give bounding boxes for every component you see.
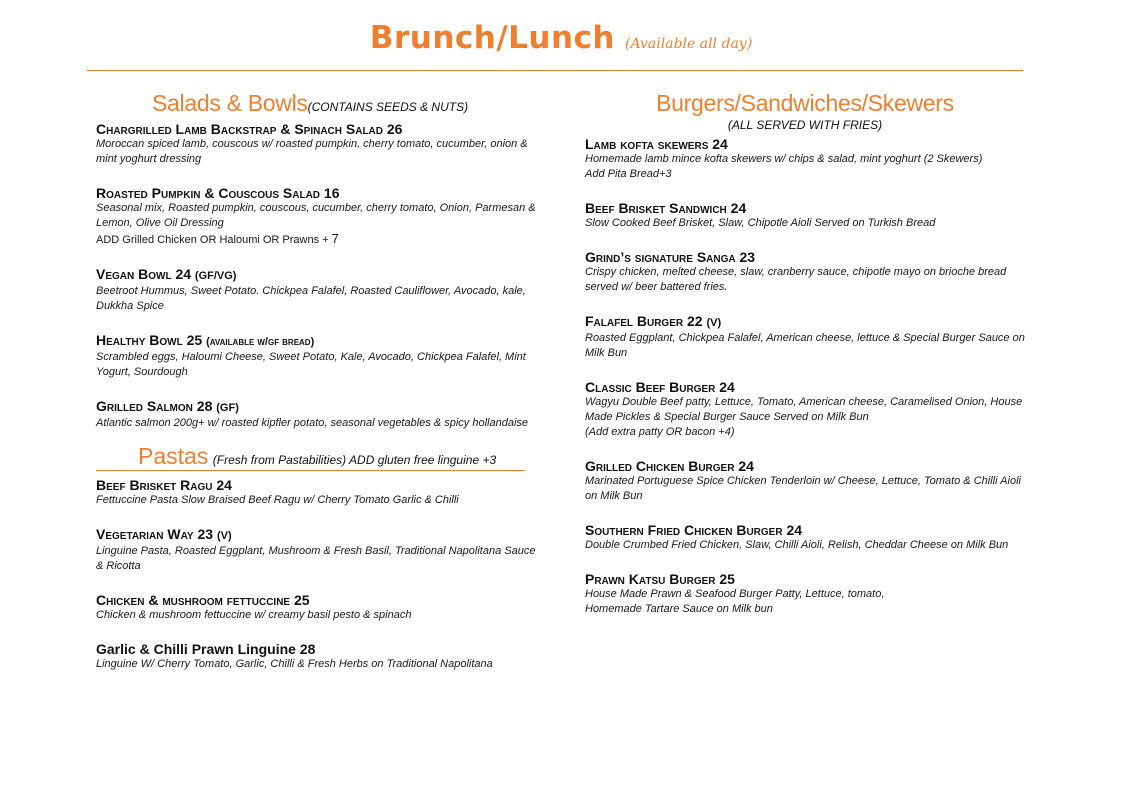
item-name: Vegetarian Way bbox=[96, 526, 194, 542]
item-name: Grind’s signature Sanga bbox=[585, 249, 736, 265]
item-name: Grilled Chicken Burger bbox=[585, 458, 735, 474]
item-description: Double Crumbed Fried Chicken, Slaw, Chilli Aioli, Relish, Cheddar Cheese on Milk Bun bbox=[585, 539, 1009, 551]
menu-item bbox=[96, 332, 536, 380]
menu-item bbox=[96, 185, 536, 248]
item-description: Wagyu Double Beef patty, Lettuce, Tomato, American cheese, Caramelised Onion, House Made Pickles & Special Burger Sauce Served on Milk Bun bbox=[585, 396, 1023, 423]
item-tag: (GF/VG) bbox=[194, 270, 237, 282]
item-name: Chargrilled Lamb Backstrap & Spinach Salad bbox=[96, 121, 383, 137]
menu-item bbox=[96, 592, 536, 623]
item-price: 24 bbox=[730, 200, 747, 216]
item-name: Roasted Pumpkin & Couscous Salad bbox=[96, 185, 321, 201]
item-description: Marinated Portuguese Spice Chicken Tenderloin w/ Cheese, Lettuce, Tomato & Chilli Aioli on Milk Bun bbox=[585, 475, 1021, 502]
page-title: Brunch/Lunch bbox=[369, 20, 615, 56]
menu-item bbox=[585, 200, 1025, 231]
item-price: 16 bbox=[323, 185, 340, 201]
addon-price: 7 bbox=[331, 231, 339, 246]
item-price: 24 bbox=[216, 477, 232, 493]
menu-item bbox=[585, 313, 1025, 361]
item-name: Lamb kofta skewers bbox=[585, 136, 709, 152]
pastas-section-header bbox=[96, 445, 525, 471]
item-description: House Made Prawn & Seafood Burger Patty, Lettuce, tomato, bbox=[585, 588, 885, 600]
menu-item bbox=[585, 379, 1025, 440]
item-name: Classic Beef Burger bbox=[585, 379, 716, 395]
item-description: Linguine Pasta, Roasted Eggplant, Mushroom & Fresh Basil, Traditional Napolitana Sauce & Ricotta bbox=[96, 545, 536, 572]
item-description: Slow Cooked Beef Brisket, Slaw, Chipotle Aioli Served on Turkish Bread bbox=[585, 217, 936, 229]
addon-text: ADD Grilled Chicken OR Haloumi OR Prawns + bbox=[96, 234, 329, 246]
item-name: Prawn Katsu Burger bbox=[585, 571, 716, 587]
burgers-section-title: Burgers/Sandwiches/Skewers bbox=[656, 90, 954, 116]
menu-item bbox=[585, 458, 1025, 504]
menu-item bbox=[96, 398, 536, 431]
item-tag: (V) bbox=[706, 317, 722, 329]
item-description: Atlantic salmon 200g+ w/ roasted kipfler potato, seasonal vegetables & spicy hollandaise bbox=[96, 417, 529, 429]
item-name: Beef Brisket Sandwich bbox=[585, 200, 727, 216]
item-name: Falafel Burger bbox=[585, 313, 684, 329]
item-name: Beef Brisket Ragu bbox=[96, 477, 213, 493]
item-price: 24 bbox=[738, 458, 754, 474]
item-price: 22 bbox=[687, 313, 703, 329]
item-price: 23 bbox=[739, 249, 756, 265]
pastas-list bbox=[96, 477, 536, 672]
salads-section-header bbox=[152, 92, 536, 115]
item-description: Homemade lamb mince kofta skewers w/ chips & salad, mint yoghurt (2 Skewers) bbox=[585, 153, 983, 165]
item-description: Chicken & mushroom fettuccine w/ creamy basil pesto & spinach bbox=[96, 609, 412, 621]
item-price: 24 bbox=[719, 379, 735, 395]
salads-section-note: (CONTAINS SEEDS & NUTS) bbox=[307, 100, 469, 114]
item-description: Moroccan spiced lamb, couscous w/ roasted pumpkin, cherry tomato, cucumber, onion & mint yoghurt dressing bbox=[96, 138, 528, 165]
item-tag: (GF) bbox=[216, 402, 239, 414]
item-description: Linguine W/ Cherry Tomato, Garlic, Chilli & Fresh Herbs on Traditional Napolitana bbox=[96, 658, 493, 670]
item-description-extra: (Add extra patty OR bacon +4) bbox=[585, 426, 735, 438]
right-column bbox=[585, 86, 1025, 635]
item-description: Seasonal mix, Roasted pumpkin, couscous, cucumber, cherry tomato, Onion, Parmesan & Lemon, Olive Oil Dressing bbox=[96, 202, 536, 229]
menu-item bbox=[96, 121, 536, 167]
burgers-section-note: (ALL SERVED WITH FRIES) bbox=[727, 118, 883, 132]
item-description-extra: Homemade Tartare Sauce on Milk bun bbox=[585, 603, 773, 615]
item-description: Fettuccine Pasta Slow Braised Beef Ragu w/ Cherry Tomato Garlic & Chilli bbox=[96, 494, 459, 506]
item-price: 24 bbox=[786, 522, 803, 538]
salads-section-title: Salads & Bowls bbox=[152, 90, 308, 116]
page-subtitle: (Available all day) bbox=[625, 36, 753, 52]
menu-item bbox=[96, 477, 536, 508]
item-name: Chicken & mushroom fettuccine bbox=[96, 592, 291, 608]
item-description-extra: Add Pita Bread+3 bbox=[585, 168, 672, 180]
title-divider bbox=[87, 70, 1023, 71]
pastas-section-note: (Fresh from Pastabilities) ADD gluten free linguine +3 bbox=[212, 453, 497, 467]
item-description: Crispy chicken, melted cheese, slaw, cranberry sauce, chipotle mayo on brioche bread served w/ beer battered fries. bbox=[585, 266, 1007, 293]
menu-item bbox=[585, 136, 1025, 182]
item-description: Roasted Eggplant, Chickpea Falafel, American cheese, lettuce & Special Burger Sauce on Milk Bun bbox=[585, 332, 1025, 359]
item-price: 26 bbox=[386, 121, 403, 137]
item-price: 24 bbox=[175, 266, 192, 282]
item-price: 28 bbox=[196, 398, 213, 414]
burgers-section-header bbox=[585, 92, 1025, 115]
menu-item bbox=[585, 249, 1025, 295]
menu-item bbox=[585, 571, 1025, 617]
menu-header bbox=[0, 20, 1122, 56]
menu-item bbox=[96, 266, 536, 314]
item-addon bbox=[96, 231, 536, 248]
item-price: 28 bbox=[299, 641, 316, 657]
salads-list bbox=[96, 121, 536, 431]
item-price: 24 bbox=[712, 136, 728, 152]
burgers-list bbox=[585, 136, 1025, 617]
item-tag: (available w/gf bread) bbox=[206, 336, 315, 348]
pastas-section-title: Pastas bbox=[138, 443, 209, 469]
item-name: Healthy Bowl bbox=[96, 332, 183, 348]
menu-item bbox=[96, 641, 536, 672]
item-price: 25 bbox=[294, 592, 310, 608]
item-name: Southern Fried Chicken Burger bbox=[585, 522, 783, 538]
item-price: 25 bbox=[719, 571, 735, 587]
left-column bbox=[96, 86, 536, 690]
item-price: 25 bbox=[186, 332, 203, 348]
item-name: Garlic & Chilli Prawn Linguine bbox=[96, 641, 296, 657]
item-tag: (V) bbox=[216, 530, 232, 542]
item-price: 23 bbox=[197, 526, 214, 542]
menu-item bbox=[96, 526, 536, 574]
item-description: Beetroot Hummus, Sweet Potato. Chickpea Falafel, Roasted Cauliflower, Avocado, kale, Dukkha Spice bbox=[96, 285, 526, 312]
item-name: Vegan Bowl bbox=[96, 266, 172, 282]
item-name: Grilled Salmon bbox=[96, 398, 193, 414]
item-description: Scrambled eggs, Haloumi Cheese, Sweet Potato, Kale, Avocado, Chickpea Falafel, Mint Yogurt, Sourdough bbox=[96, 351, 526, 378]
menu-item bbox=[585, 522, 1025, 553]
